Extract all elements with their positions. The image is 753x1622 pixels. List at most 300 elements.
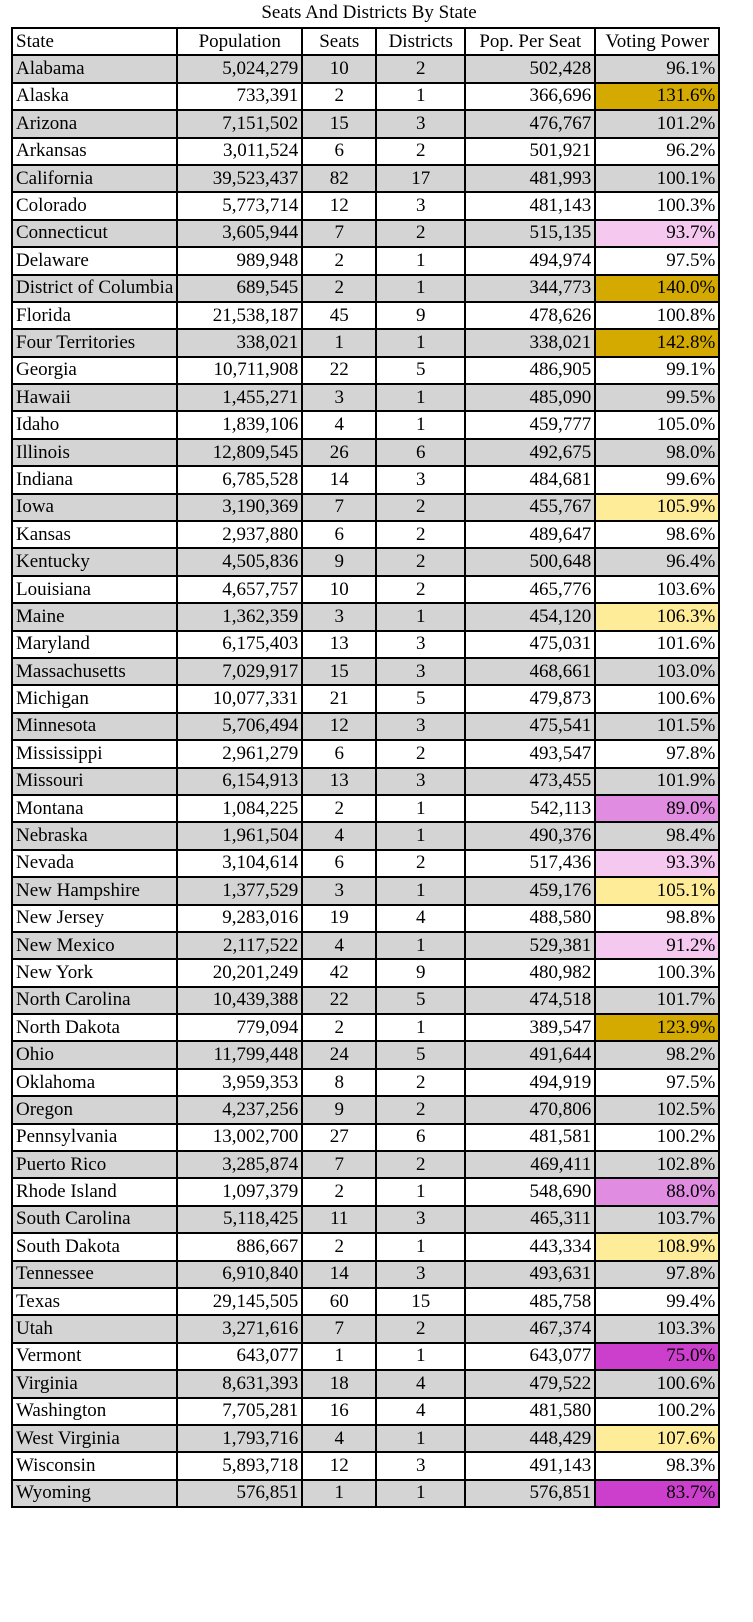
pop-per-seat-cell: 474,518 [465, 987, 595, 1014]
pop-per-seat-cell: 475,031 [465, 631, 595, 658]
table-row [12, 275, 719, 302]
population-cell: 2,117,522 [177, 932, 302, 959]
table-row [12, 1041, 719, 1068]
population-cell: 689,545 [177, 275, 302, 302]
table-row [12, 548, 719, 575]
table-row [12, 55, 719, 82]
state-cell: Minnesota [12, 713, 177, 740]
voting-power-cell: 96.1% [595, 55, 719, 82]
voting-power-cell: 99.5% [595, 384, 719, 411]
population-cell: 3,190,369 [177, 494, 302, 521]
seats-cell: 2 [302, 83, 376, 110]
districts-cell: 2 [376, 138, 465, 165]
population-cell: 5,024,279 [177, 55, 302, 82]
voting-power-cell: 98.6% [595, 521, 719, 548]
table-row [12, 1096, 719, 1123]
pop-per-seat-cell: 475,541 [465, 713, 595, 740]
voting-power-cell: 142.8% [595, 329, 719, 356]
pop-per-seat-cell: 473,455 [465, 768, 595, 795]
districts-cell: 17 [376, 165, 465, 192]
voting-power-cell: 103.3% [595, 1315, 719, 1342]
seats-cell: 2 [302, 1178, 376, 1205]
pop-per-seat-cell: 443,334 [465, 1233, 595, 1260]
voting-power-cell: 100.6% [595, 1370, 719, 1397]
population-cell: 1,455,271 [177, 384, 302, 411]
districts-cell: 5 [376, 685, 465, 712]
table-row [12, 1261, 719, 1288]
population-cell: 2,961,279 [177, 740, 302, 767]
population-cell: 1,377,529 [177, 877, 302, 904]
seats-cell: 24 [302, 1041, 376, 1068]
pop-per-seat-cell: 490,376 [465, 822, 595, 849]
header-districts: Districts [376, 28, 465, 55]
pop-per-seat-cell: 491,143 [465, 1452, 595, 1479]
districts-cell: 3 [376, 713, 465, 740]
voting-power-cell: 101.7% [595, 987, 719, 1014]
state-cell: Florida [12, 302, 177, 329]
population-cell: 10,439,388 [177, 987, 302, 1014]
pop-per-seat-cell: 576,851 [465, 1480, 595, 1507]
table-body [12, 55, 719, 1507]
population-cell: 10,077,331 [177, 685, 302, 712]
table-row [12, 1315, 719, 1342]
voting-power-cell: 105.1% [595, 877, 719, 904]
pop-per-seat-cell: 529,381 [465, 932, 595, 959]
population-cell: 12,809,545 [177, 439, 302, 466]
voting-power-cell: 96.4% [595, 548, 719, 575]
state-cell: North Dakota [12, 1014, 177, 1041]
districts-cell: 1 [376, 932, 465, 959]
state-cell: Missouri [12, 768, 177, 795]
districts-cell: 1 [376, 877, 465, 904]
state-cell: Delaware [12, 247, 177, 274]
table-row [12, 1370, 719, 1397]
table-row [12, 713, 719, 740]
state-cell: Virginia [12, 1370, 177, 1397]
seats-cell: 2 [302, 795, 376, 822]
voting-power-cell: 93.3% [595, 850, 719, 877]
state-cell: New Jersey [12, 905, 177, 932]
state-cell: Oregon [12, 1096, 177, 1123]
districts-cell: 3 [376, 1206, 465, 1233]
seats-cell: 21 [302, 685, 376, 712]
districts-cell: 2 [376, 740, 465, 767]
seats-cell: 4 [302, 932, 376, 959]
pop-per-seat-cell: 476,767 [465, 110, 595, 137]
districts-cell: 1 [376, 822, 465, 849]
pop-per-seat-cell: 338,021 [465, 329, 595, 356]
districts-cell: 5 [376, 1041, 465, 1068]
pop-per-seat-cell: 500,648 [465, 548, 595, 575]
state-cell: Kansas [12, 521, 177, 548]
state-cell: New Mexico [12, 932, 177, 959]
pop-per-seat-cell: 494,919 [465, 1069, 595, 1096]
seats-cell: 9 [302, 548, 376, 575]
state-cell: Georgia [12, 357, 177, 384]
seats-cell: 12 [302, 1452, 376, 1479]
voting-power-cell: 83.7% [595, 1480, 719, 1507]
voting-power-cell: 106.3% [595, 603, 719, 630]
voting-power-cell: 89.0% [595, 795, 719, 822]
population-cell: 7,705,281 [177, 1398, 302, 1425]
voting-power-cell: 75.0% [595, 1343, 719, 1370]
table-row [12, 1124, 719, 1151]
districts-cell: 2 [376, 576, 465, 603]
pop-per-seat-cell: 491,644 [465, 1041, 595, 1068]
districts-cell: 2 [376, 548, 465, 575]
population-cell: 3,271,616 [177, 1315, 302, 1342]
seats-cell: 6 [302, 138, 376, 165]
seats-cell: 27 [302, 1124, 376, 1151]
pop-per-seat-cell: 467,374 [465, 1315, 595, 1342]
table-row [12, 1206, 719, 1233]
pop-per-seat-cell: 469,411 [465, 1151, 595, 1178]
seats-cell: 10 [302, 55, 376, 82]
districts-cell: 15 [376, 1288, 465, 1315]
districts-cell: 1 [376, 1343, 465, 1370]
districts-cell: 9 [376, 302, 465, 329]
pop-per-seat-cell: 501,921 [465, 138, 595, 165]
table-row [12, 932, 719, 959]
state-cell: Alaska [12, 83, 177, 110]
population-cell: 4,237,256 [177, 1096, 302, 1123]
state-cell: Nevada [12, 850, 177, 877]
population-cell: 1,084,225 [177, 795, 302, 822]
state-cell: Washington [12, 1398, 177, 1425]
population-cell: 5,773,714 [177, 192, 302, 219]
pop-per-seat-cell: 459,777 [465, 411, 595, 438]
districts-cell: 6 [376, 439, 465, 466]
pop-per-seat-cell: 389,547 [465, 1014, 595, 1041]
pop-per-seat-cell: 479,522 [465, 1370, 595, 1397]
pop-per-seat-cell: 486,905 [465, 357, 595, 384]
voting-power-cell: 102.5% [595, 1096, 719, 1123]
seats-cell: 15 [302, 658, 376, 685]
state-cell: Four Territories [12, 329, 177, 356]
voting-power-cell: 108.9% [595, 1233, 719, 1260]
state-cell: Iowa [12, 494, 177, 521]
pop-per-seat-cell: 517,436 [465, 850, 595, 877]
seats-cell: 14 [302, 466, 376, 493]
table-row [12, 247, 719, 274]
districts-cell: 1 [376, 329, 465, 356]
population-cell: 7,029,917 [177, 658, 302, 685]
table-row [12, 110, 719, 137]
pop-per-seat-cell: 492,675 [465, 439, 595, 466]
header-seats: Seats [302, 28, 376, 55]
state-cell: Kentucky [12, 548, 177, 575]
state-cell: Nebraska [12, 822, 177, 849]
seats-cell: 1 [302, 1480, 376, 1507]
table-row [12, 987, 719, 1014]
districts-cell: 2 [376, 55, 465, 82]
population-cell: 6,910,840 [177, 1261, 302, 1288]
voting-power-cell: 97.5% [595, 247, 719, 274]
population-cell: 733,391 [177, 83, 302, 110]
districts-cell: 2 [376, 1151, 465, 1178]
voting-power-cell: 100.2% [595, 1398, 719, 1425]
pop-per-seat-cell: 480,982 [465, 959, 595, 986]
pop-per-seat-cell: 481,581 [465, 1124, 595, 1151]
table-row [12, 603, 719, 630]
voting-power-cell: 99.6% [595, 466, 719, 493]
pop-per-seat-cell: 493,547 [465, 740, 595, 767]
state-cell: South Carolina [12, 1206, 177, 1233]
state-cell: Utah [12, 1315, 177, 1342]
pop-per-seat-cell: 489,647 [465, 521, 595, 548]
state-cell: Maryland [12, 631, 177, 658]
districts-cell: 2 [376, 494, 465, 521]
seats-cell: 6 [302, 740, 376, 767]
population-cell: 9,283,016 [177, 905, 302, 932]
seats-cell: 7 [302, 220, 376, 247]
voting-power-cell: 103.0% [595, 658, 719, 685]
districts-cell: 1 [376, 411, 465, 438]
seats-cell: 22 [302, 987, 376, 1014]
population-cell: 6,154,913 [177, 768, 302, 795]
pop-per-seat-cell: 488,580 [465, 905, 595, 932]
districts-cell: 3 [376, 466, 465, 493]
voting-power-cell: 97.8% [595, 740, 719, 767]
state-cell: Texas [12, 1288, 177, 1315]
seats-cell: 13 [302, 631, 376, 658]
table-row [12, 740, 719, 767]
state-cell: Colorado [12, 192, 177, 219]
districts-cell: 9 [376, 959, 465, 986]
districts-cell: 3 [376, 1452, 465, 1479]
voting-power-cell: 131.6% [595, 83, 719, 110]
voting-power-cell: 101.6% [595, 631, 719, 658]
table-title: Seats And Districts By State [261, 2, 477, 23]
state-cell: Connecticut [12, 220, 177, 247]
table-row [12, 494, 719, 521]
table-row [12, 521, 719, 548]
districts-cell: 3 [376, 658, 465, 685]
districts-cell: 1 [376, 1425, 465, 1452]
voting-power-cell: 100.8% [595, 302, 719, 329]
seats-table [11, 27, 720, 1508]
voting-power-cell: 140.0% [595, 275, 719, 302]
table-row [12, 329, 719, 356]
seats-cell: 2 [302, 1014, 376, 1041]
districts-cell: 1 [376, 603, 465, 630]
voting-power-cell: 103.7% [595, 1206, 719, 1233]
districts-cell: 1 [376, 384, 465, 411]
seats-cell: 16 [302, 1398, 376, 1425]
voting-power-cell: 101.2% [595, 110, 719, 137]
seats-cell: 12 [302, 713, 376, 740]
seats-cell: 1 [302, 1343, 376, 1370]
population-cell: 6,175,403 [177, 631, 302, 658]
state-cell: Rhode Island [12, 1178, 177, 1205]
seats-cell: 3 [302, 603, 376, 630]
population-cell: 2,937,880 [177, 521, 302, 548]
population-cell: 7,151,502 [177, 110, 302, 137]
pop-per-seat-cell: 548,690 [465, 1178, 595, 1205]
districts-cell: 5 [376, 357, 465, 384]
seats-cell: 9 [302, 1096, 376, 1123]
table-row [12, 302, 719, 329]
voting-power-cell: 100.2% [595, 1124, 719, 1151]
header-pop-per-seat: Pop. Per Seat [465, 28, 595, 55]
table-row [12, 1288, 719, 1315]
voting-power-cell: 93.7% [595, 220, 719, 247]
voting-power-cell: 105.9% [595, 494, 719, 521]
population-cell: 4,505,836 [177, 548, 302, 575]
seats-cell: 12 [302, 192, 376, 219]
seats-cell: 3 [302, 384, 376, 411]
population-cell: 886,667 [177, 1233, 302, 1260]
state-cell: Maine [12, 603, 177, 630]
table-row [12, 877, 719, 904]
header-row [12, 28, 719, 55]
pop-per-seat-cell: 454,120 [465, 603, 595, 630]
pop-per-seat-cell: 455,767 [465, 494, 595, 521]
table-row [12, 1151, 719, 1178]
population-cell: 5,118,425 [177, 1206, 302, 1233]
voting-power-cell: 107.6% [595, 1425, 719, 1452]
population-cell: 3,011,524 [177, 138, 302, 165]
seats-cell: 4 [302, 1425, 376, 1452]
seats-cell: 2 [302, 247, 376, 274]
table-row [12, 822, 719, 849]
districts-cell: 5 [376, 987, 465, 1014]
population-cell: 6,785,528 [177, 466, 302, 493]
population-cell: 3,285,874 [177, 1151, 302, 1178]
table-row [12, 658, 719, 685]
population-cell: 1,362,359 [177, 603, 302, 630]
voting-power-cell: 88.0% [595, 1178, 719, 1205]
header-state: State [12, 28, 177, 55]
state-cell: Ohio [12, 1041, 177, 1068]
districts-cell: 1 [376, 83, 465, 110]
table-row [12, 905, 719, 932]
table-row [12, 1069, 719, 1096]
pop-per-seat-cell: 494,974 [465, 247, 595, 274]
seats-cell: 2 [302, 1233, 376, 1260]
state-cell: Illinois [12, 439, 177, 466]
seats-cell: 26 [302, 439, 376, 466]
state-cell: Michigan [12, 685, 177, 712]
districts-cell: 3 [376, 110, 465, 137]
population-cell: 20,201,249 [177, 959, 302, 986]
population-cell: 39,523,437 [177, 165, 302, 192]
population-cell: 338,021 [177, 329, 302, 356]
districts-cell: 1 [376, 1233, 465, 1260]
population-cell: 29,145,505 [177, 1288, 302, 1315]
seats-cell: 4 [302, 411, 376, 438]
seats-cell: 7 [302, 494, 376, 521]
voting-power-cell: 96.2% [595, 138, 719, 165]
table-row [12, 1480, 719, 1507]
table-row [12, 466, 719, 493]
voting-power-cell: 91.2% [595, 932, 719, 959]
pop-per-seat-cell: 465,776 [465, 576, 595, 603]
table-row [12, 357, 719, 384]
population-cell: 3,605,944 [177, 220, 302, 247]
population-cell: 13,002,700 [177, 1124, 302, 1151]
state-cell: Puerto Rico [12, 1151, 177, 1178]
pop-per-seat-cell: 515,135 [465, 220, 595, 247]
pop-per-seat-cell: 502,428 [465, 55, 595, 82]
state-cell: New York [12, 959, 177, 986]
voting-power-cell: 98.3% [595, 1452, 719, 1479]
voting-power-cell: 99.1% [595, 357, 719, 384]
header-voting-power: Voting Power [595, 28, 719, 55]
seats-cell: 60 [302, 1288, 376, 1315]
state-cell: Alabama [12, 55, 177, 82]
pop-per-seat-cell: 485,090 [465, 384, 595, 411]
state-cell: Mississippi [12, 740, 177, 767]
population-cell: 1,839,106 [177, 411, 302, 438]
seats-cell: 10 [302, 576, 376, 603]
table-row [12, 959, 719, 986]
table-row [12, 384, 719, 411]
seats-cell: 1 [302, 329, 376, 356]
state-cell: South Dakota [12, 1233, 177, 1260]
population-cell: 10,711,908 [177, 357, 302, 384]
seats-cell: 82 [302, 165, 376, 192]
table-row [12, 192, 719, 219]
population-cell: 643,077 [177, 1343, 302, 1370]
population-cell: 21,538,187 [177, 302, 302, 329]
state-cell: West Virginia [12, 1425, 177, 1452]
seats-cell: 4 [302, 822, 376, 849]
population-cell: 1,097,379 [177, 1178, 302, 1205]
pop-per-seat-cell: 481,143 [465, 192, 595, 219]
state-cell: California [12, 165, 177, 192]
table-row [12, 220, 719, 247]
voting-power-cell: 98.0% [595, 439, 719, 466]
table-row [12, 165, 719, 192]
districts-cell: 2 [376, 1315, 465, 1342]
table-row [12, 1398, 719, 1425]
districts-cell: 3 [376, 192, 465, 219]
header-population: Population [177, 28, 302, 55]
state-cell: District of Columbia [12, 275, 177, 302]
population-cell: 11,799,448 [177, 1041, 302, 1068]
voting-power-cell: 102.8% [595, 1151, 719, 1178]
seats-cell: 19 [302, 905, 376, 932]
table-row [12, 795, 719, 822]
districts-cell: 2 [376, 521, 465, 548]
population-cell: 3,104,614 [177, 850, 302, 877]
table-row [12, 1452, 719, 1479]
table-row [12, 1343, 719, 1370]
districts-cell: 1 [376, 795, 465, 822]
table-row [12, 411, 719, 438]
voting-power-cell: 101.5% [595, 713, 719, 740]
state-cell: Louisiana [12, 576, 177, 603]
voting-power-cell: 123.9% [595, 1014, 719, 1041]
pop-per-seat-cell: 542,113 [465, 795, 595, 822]
state-cell: Oklahoma [12, 1069, 177, 1096]
districts-cell: 1 [376, 1480, 465, 1507]
seats-cell: 15 [302, 110, 376, 137]
population-cell: 5,893,718 [177, 1452, 302, 1479]
pop-per-seat-cell: 478,626 [465, 302, 595, 329]
voting-power-cell: 103.6% [595, 576, 719, 603]
voting-power-cell: 97.5% [595, 1069, 719, 1096]
population-cell: 1,793,716 [177, 1425, 302, 1452]
pop-per-seat-cell: 479,873 [465, 685, 595, 712]
seats-cell: 18 [302, 1370, 376, 1397]
voting-power-cell: 100.1% [595, 165, 719, 192]
pop-per-seat-cell: 470,806 [465, 1096, 595, 1123]
population-cell: 5,706,494 [177, 713, 302, 740]
pop-per-seat-cell: 448,429 [465, 1425, 595, 1452]
pop-per-seat-cell: 468,661 [465, 658, 595, 685]
